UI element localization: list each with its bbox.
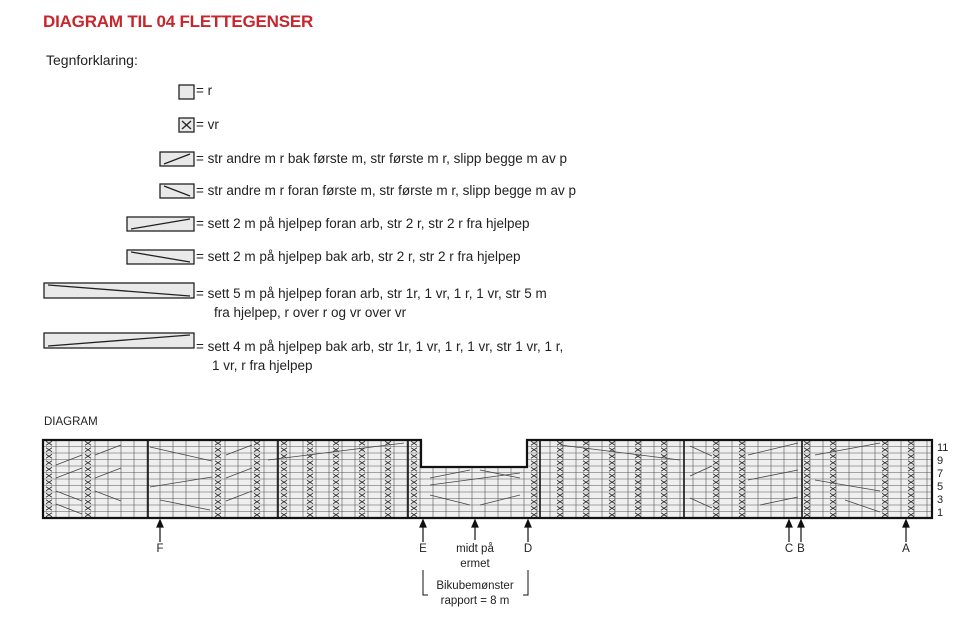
legend-text-cable-back: = sett 2 m på hjelpep bak arb, str 2 r, str 2 r fra hjelpep: [196, 249, 521, 264]
cable-9-symbol-icon: [44, 333, 194, 348]
legend-text-cable-9-cont: 1 vr, r fra hjelpep: [212, 358, 313, 373]
cable-10-symbol-icon: [44, 283, 194, 298]
marker-e: E: [419, 543, 427, 555]
knit-symbol-icon: [179, 85, 194, 99]
row-number-9: 9: [937, 455, 944, 467]
legend-heading: Tegnforklaring:: [46, 52, 138, 68]
legend-text-cross-right: = str andre m r bak første m, str første m r, slipp begge m av p: [196, 151, 567, 166]
center-label-line1: midt på: [456, 543, 494, 555]
repeat-label-line1: Bikubemønster: [436, 580, 514, 592]
row-number-5: 5: [937, 481, 944, 493]
legend-text-knit: = r: [196, 83, 213, 98]
marker-b: B: [797, 543, 805, 555]
row-number-1: 1: [937, 507, 944, 519]
legend-text-cross-left: = str andre m r foran første m, str første m r, slipp begge m av p: [196, 183, 576, 198]
marker-a: A: [902, 543, 910, 555]
cross-left-symbol-icon: [160, 184, 194, 198]
legend-text-cable-9: = sett 4 m på hjelpep bak arb, str 1r, 1 vr, 1 r, 1 vr, str 1 vr, 1 r,: [196, 339, 564, 354]
row-number-3: 3: [937, 494, 944, 506]
legend-symbols: [44, 85, 194, 348]
cross-right-symbol-icon: [160, 152, 194, 166]
cable-back-symbol-icon: [127, 250, 194, 264]
legend-text-cable-front: = sett 2 m på hjelpep foran arb, str 2 r, str 2 r fra hjelpep: [196, 216, 530, 231]
marker-c: C: [784, 543, 794, 555]
knitting-chart: [43, 440, 932, 518]
repeat-label-line2: rapport = 8 m: [440, 595, 510, 607]
purl-symbol-icon: [179, 118, 194, 132]
legend-text-cable-10: = sett 5 m på hjelpep foran arb, str 1r, 1 vr, 1 r, 1 vr, str 5 m: [196, 286, 547, 301]
legend-text-cable-10-cont: fra hjelpep, r over r og vr over vr: [214, 305, 407, 320]
center-label-line2: ermet: [460, 558, 490, 570]
marker-f: F: [156, 543, 164, 555]
row-number-11: 11: [937, 442, 949, 454]
page-title: DIAGRAM TIL 04 FLETTEGENSER: [43, 12, 314, 31]
marker-arrows: [157, 520, 909, 542]
row-number-7: 7: [937, 468, 944, 480]
cable-front-symbol-icon: [127, 217, 194, 231]
legend-text-purl: = vr: [196, 117, 219, 132]
marker-d: D: [523, 543, 533, 555]
diagram-label: DIAGRAM: [44, 416, 98, 428]
